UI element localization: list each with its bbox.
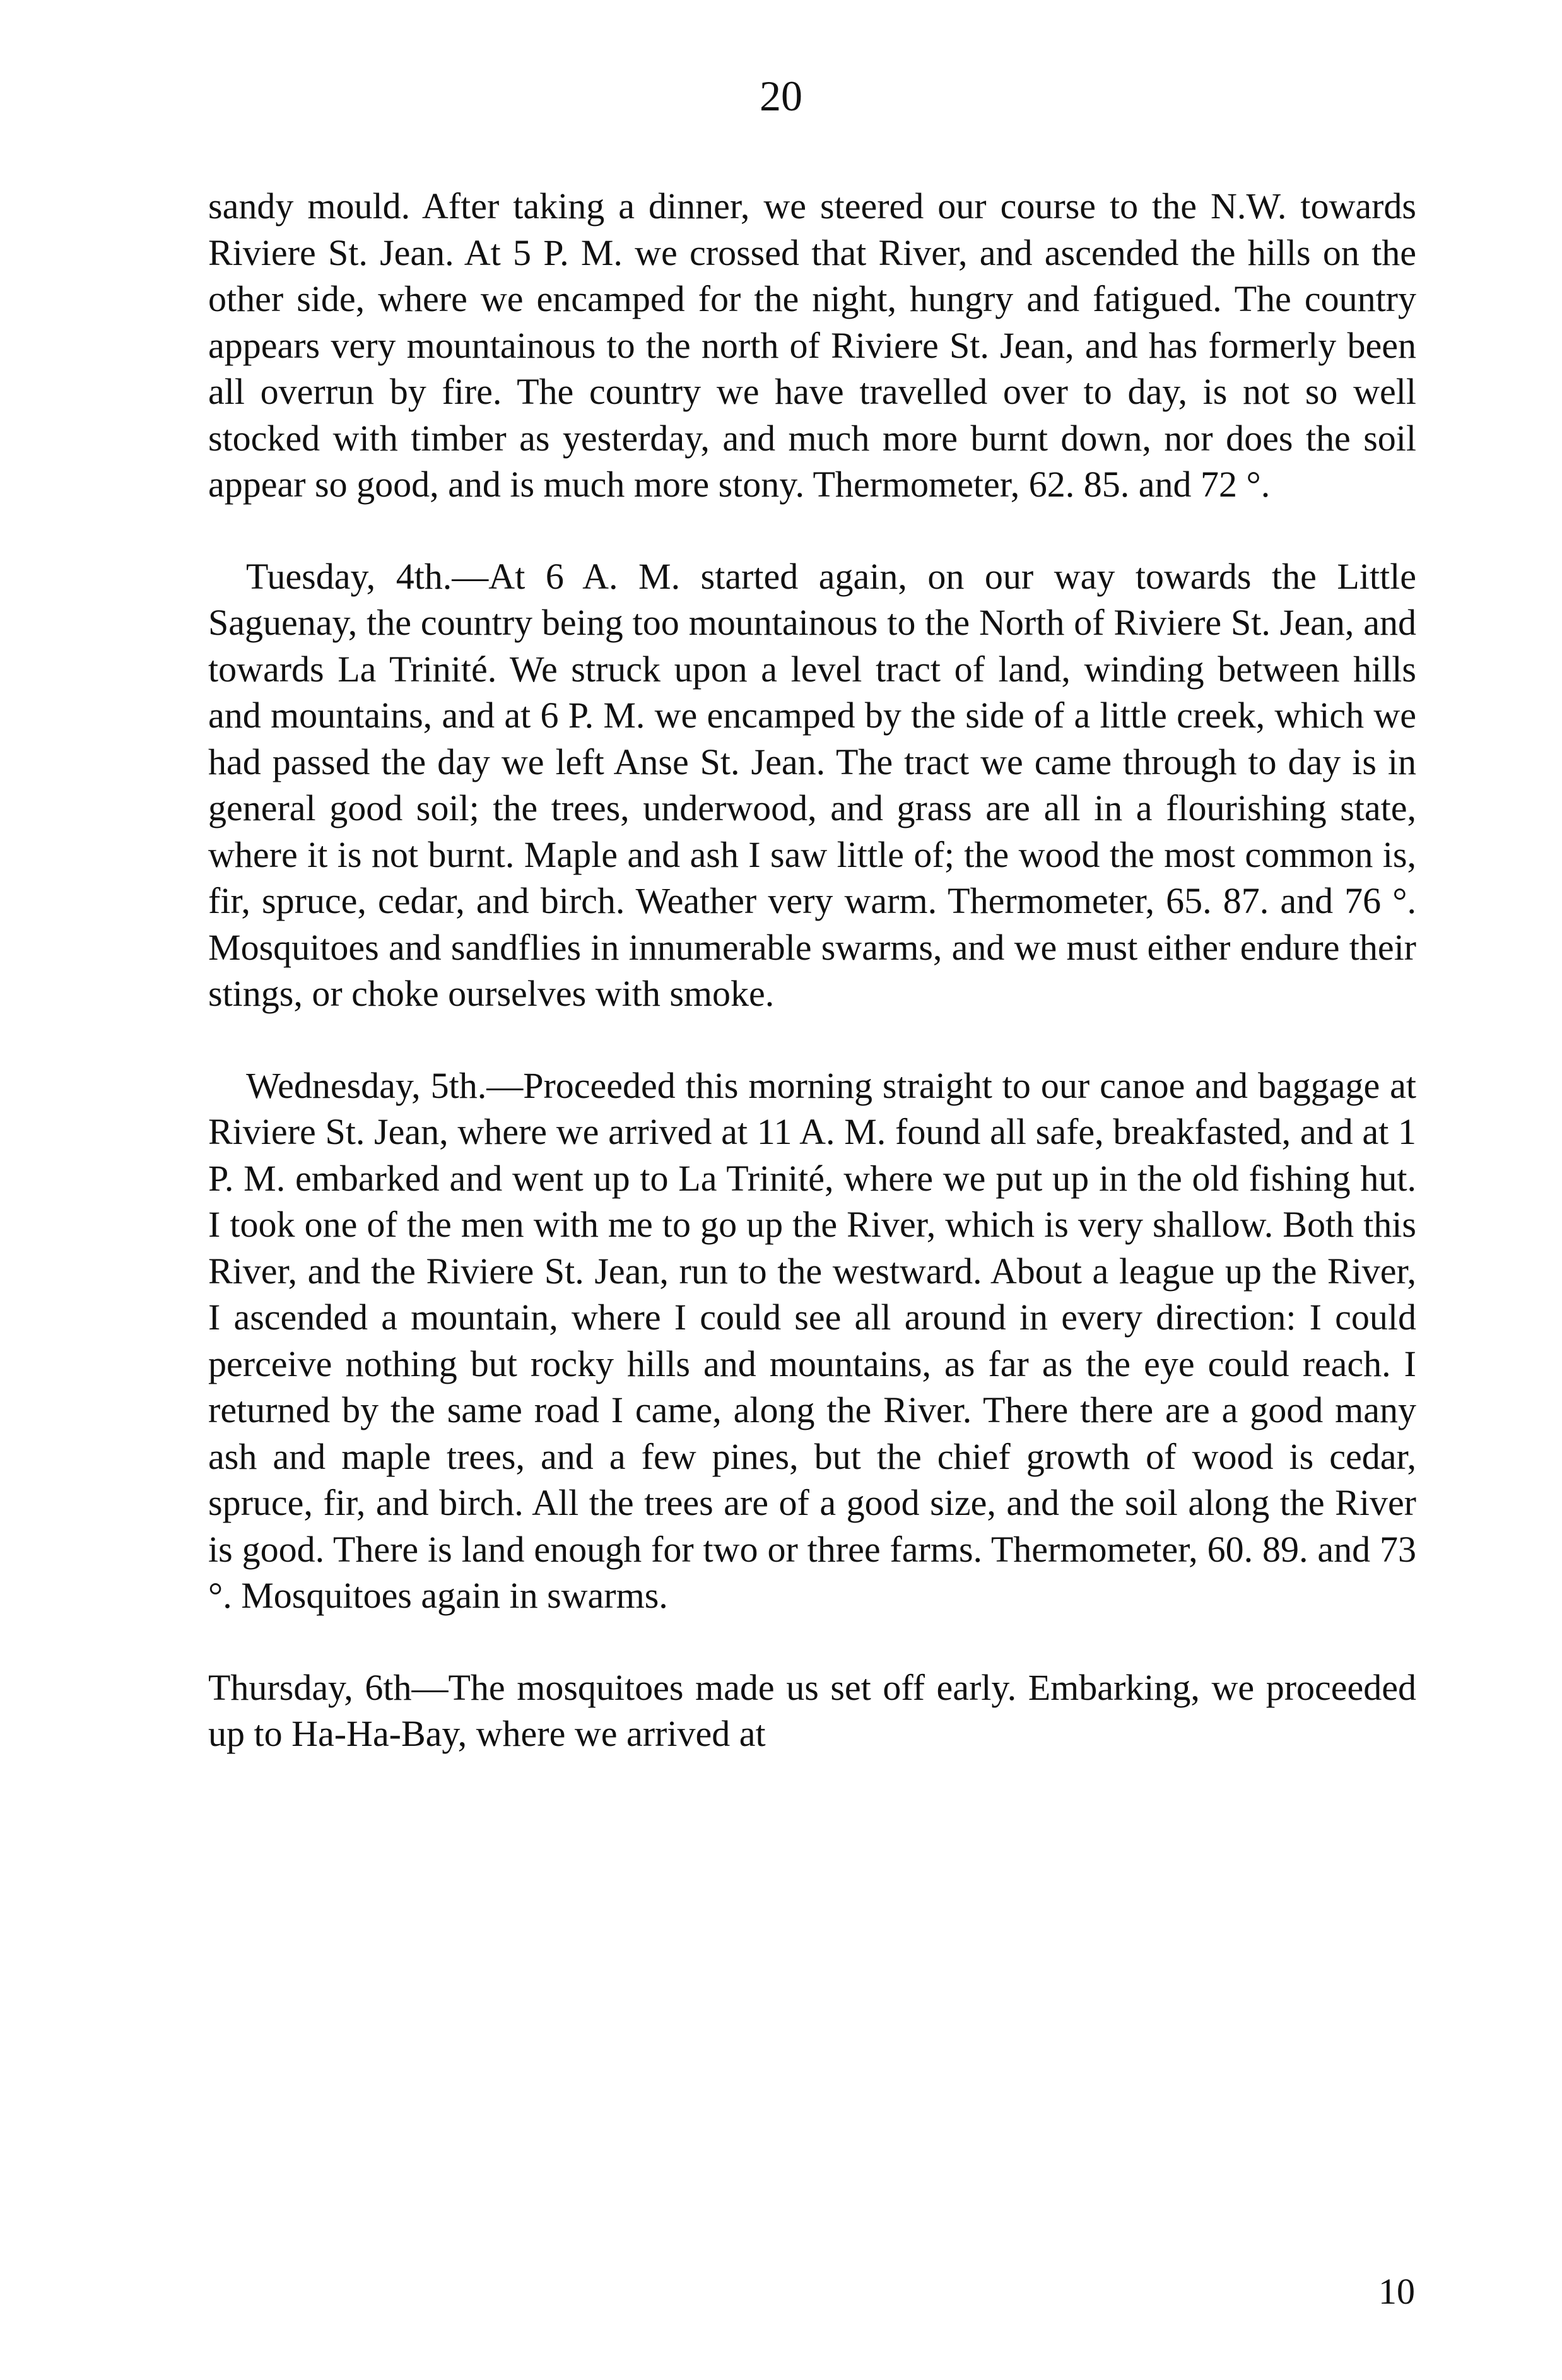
- paragraph-continuation: sandy mould. After taking a dinner, we steered our course to the N.W. towards Riviere St. Jean. At 5 P. M. we crossed that River, and ascended the hills on the other side, where we encamped for the night, hungry and fatigued. The country appears very mountainous to the north of Riviere St. Jean, and has formerly been all overrun by fire. The country we have travelled over to day, is not so well stocked with timber as yesterday, and much more burnt down, nor does the soil appear so good, and is much more stony. Thermometer, 62. 85. and 72 °.: [208, 186, 1416, 505]
- paragraph-tuesday-4th: Tuesday, 4th.—At 6 A. M. started again, on our way towards the Little Saguenay, the country being too mountainous to the North of Riviere St. Jean, and towards La Trinité. We struck upon a level tract of land, winding between hills and mountains, and at 6 P. M. we encamped by the side of a little creek, which we had passed the day we left Anse St. Jean. The tract we came through to day is in general good soil; the trees, underwood, and grass are all in a flourishing state, where it is not burnt. Maple and ash I saw little of; the wood the most common is, fir, spruce, cedar, and birch. Weather very warm. Thermometer, 65. 87. and 76 °. Mosquitoes and sandflies in innumerable swarms, and we must either endure their stings, or choke ourselves with smoke.: [208, 555, 1416, 1014]
- page-number: 20: [760, 72, 802, 120]
- catchword: 10: [1378, 2271, 1415, 2312]
- paragraph-thursday-6th: Thursday, 6th—The mosquitoes made us set off early. Embarking, we proceeded up to Ha-Ha-Bay, where we arrived at: [208, 1666, 1416, 1754]
- paragraph-wednesday-5th: Wednesday, 5th.—Proceeded this morning straight to our canoe and baggage at Riviere St. Jean, where we arrived at 11 A. M. found all safe, breakfasted, and at 1 P. M. embarked and went up to La Trinité, where we put up in the old fishing hut. I took one of the men with me to go up the River, which is very shallow. Both this River, and the Riviere St. Jean, run to the westward. About a league up the River, I ascended a mountain, where I could see all around in every direction: I could perceive nothing but rocky hills and mountains, as far as the eye could reach. I returned by the same road I came, along the River. There there are a good many ash and maple trees, and a few pines, but the chief growth of wood is cedar, spruce, fir, and birch. All the trees are of a good size, and the soil along the River is good. There is land enough for two or three farms. Thermometer, 60. 89. and 73 °. Mosquitoes again in swarms.: [208, 1064, 1416, 1616]
- page-body: [208, 183, 1416, 1757]
